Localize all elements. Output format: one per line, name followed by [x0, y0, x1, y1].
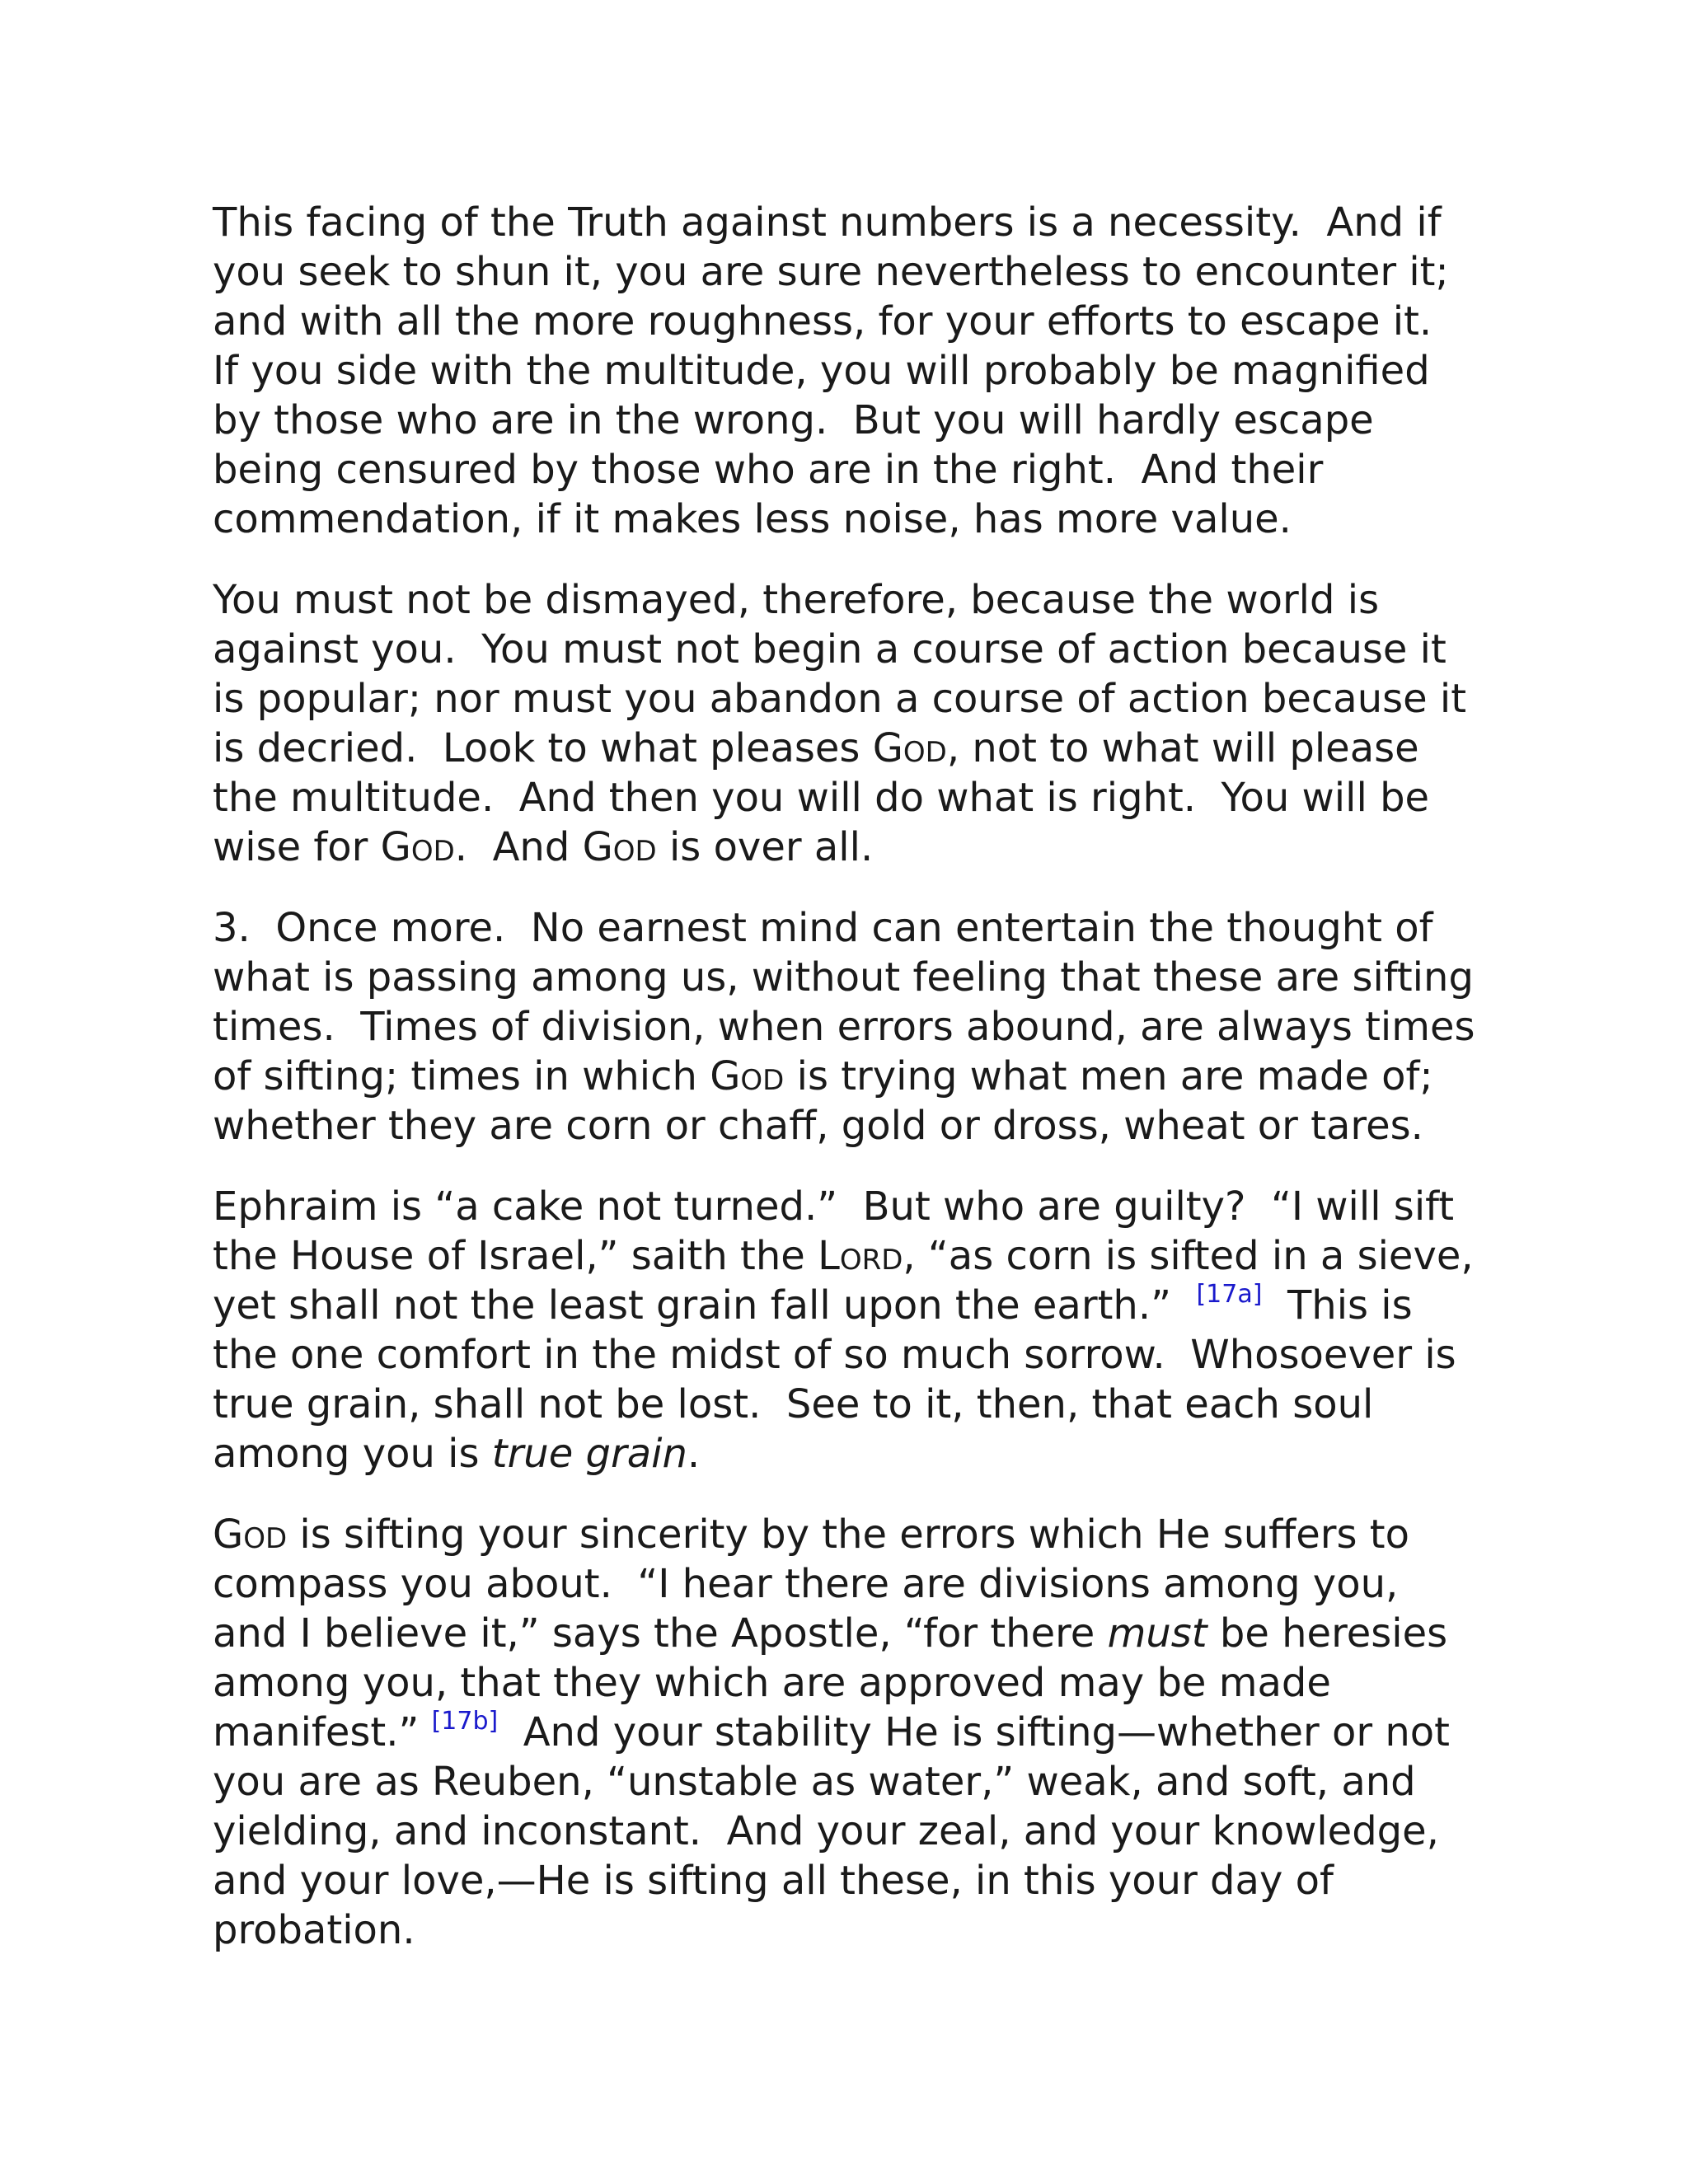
small-caps-text: God: [213, 1511, 288, 1558]
paragraph-4: [213, 1182, 1486, 1479]
small-caps-text: God: [872, 725, 947, 771]
text-run: is over all.: [656, 824, 874, 870]
footnote-link[interactable]: [17b]: [431, 1707, 499, 1736]
paragraph-2: [213, 575, 1482, 872]
text-run: This facing of the Truth against numbers is a necessity. And if you seek to shun it, you are sure nevertheless to encounter it; and with all the more roughness, for your efforts to escape it. If you side with the multitude, you will probably be magnified by those who are in the wrong. But you will hardly escape being censured by those who are in the right. And their commendation, if it makes less noise, has more value.: [213, 199, 1461, 542]
text-run: And your stability He is sifting—whether or not you are as Reuben, “unstable as water,” weak, and soft, and yielding, and inconstant. And your zeal, and your knowledge, and your love,—He is sifting all these, in this your day of probation.: [213, 1709, 1463, 1953]
italic-text: true grain: [491, 1431, 687, 1477]
small-caps-text: God: [582, 824, 657, 870]
text-run: , “as corn is sifted in a sieve, yet shall not the least grain fall upon the earth.”: [213, 1233, 1486, 1329]
small-caps-text: Lord: [818, 1233, 903, 1279]
paragraph-3: [213, 903, 1488, 1151]
text-run: be heresies among you, that they which are approved may be made manifest.”: [213, 1610, 1461, 1755]
small-caps-text: God: [710, 1053, 785, 1099]
text-run: . And: [454, 824, 583, 870]
text-run: , not to what will please the multitude. And then you will do what is right. You will be wise for: [213, 725, 1442, 870]
italic-text: must: [1107, 1610, 1207, 1657]
text-run: This is the one comfort in the midst of so much sorrow. Whosoever is true grain, shall not be lost. See to it, then, that each soul among you is: [213, 1282, 1469, 1477]
text-run: is sifting your sincerity by the errors which He suffers to compass you about. “I hear there are divisions among you, and I believe it,” says the Apostle, “for there: [213, 1511, 1423, 1657]
text-run: Ephraim is “a cake not turned.” But who are guilty? “I will sift the House of Israel,” saith the: [213, 1183, 1467, 1279]
footnote-link[interactable]: [17a]: [1196, 1280, 1263, 1309]
text-run: .: [687, 1431, 701, 1477]
paragraph-5: [213, 1510, 1482, 1955]
text-run: is trying what men are made of; whether they are corn or chaff, gold or dross, wheat or tares.: [213, 1053, 1446, 1149]
page-body: [213, 198, 1488, 1986]
small-caps-text: God: [380, 824, 455, 870]
text-run: You must not be dismayed, therefore, because the world is against you. You must not begin a course of action because it is popular; nor must you abandon a course of action because it is decried. Look to what pleases: [213, 577, 1479, 771]
text-run: 3. Once more. No earnest mind can entertain the thought of what is passing among us, without feeling that these are sifting times. Times of division, when errors abound, are always times of sifting; times in which: [213, 905, 1488, 1099]
paragraph-1: [213, 198, 1482, 544]
